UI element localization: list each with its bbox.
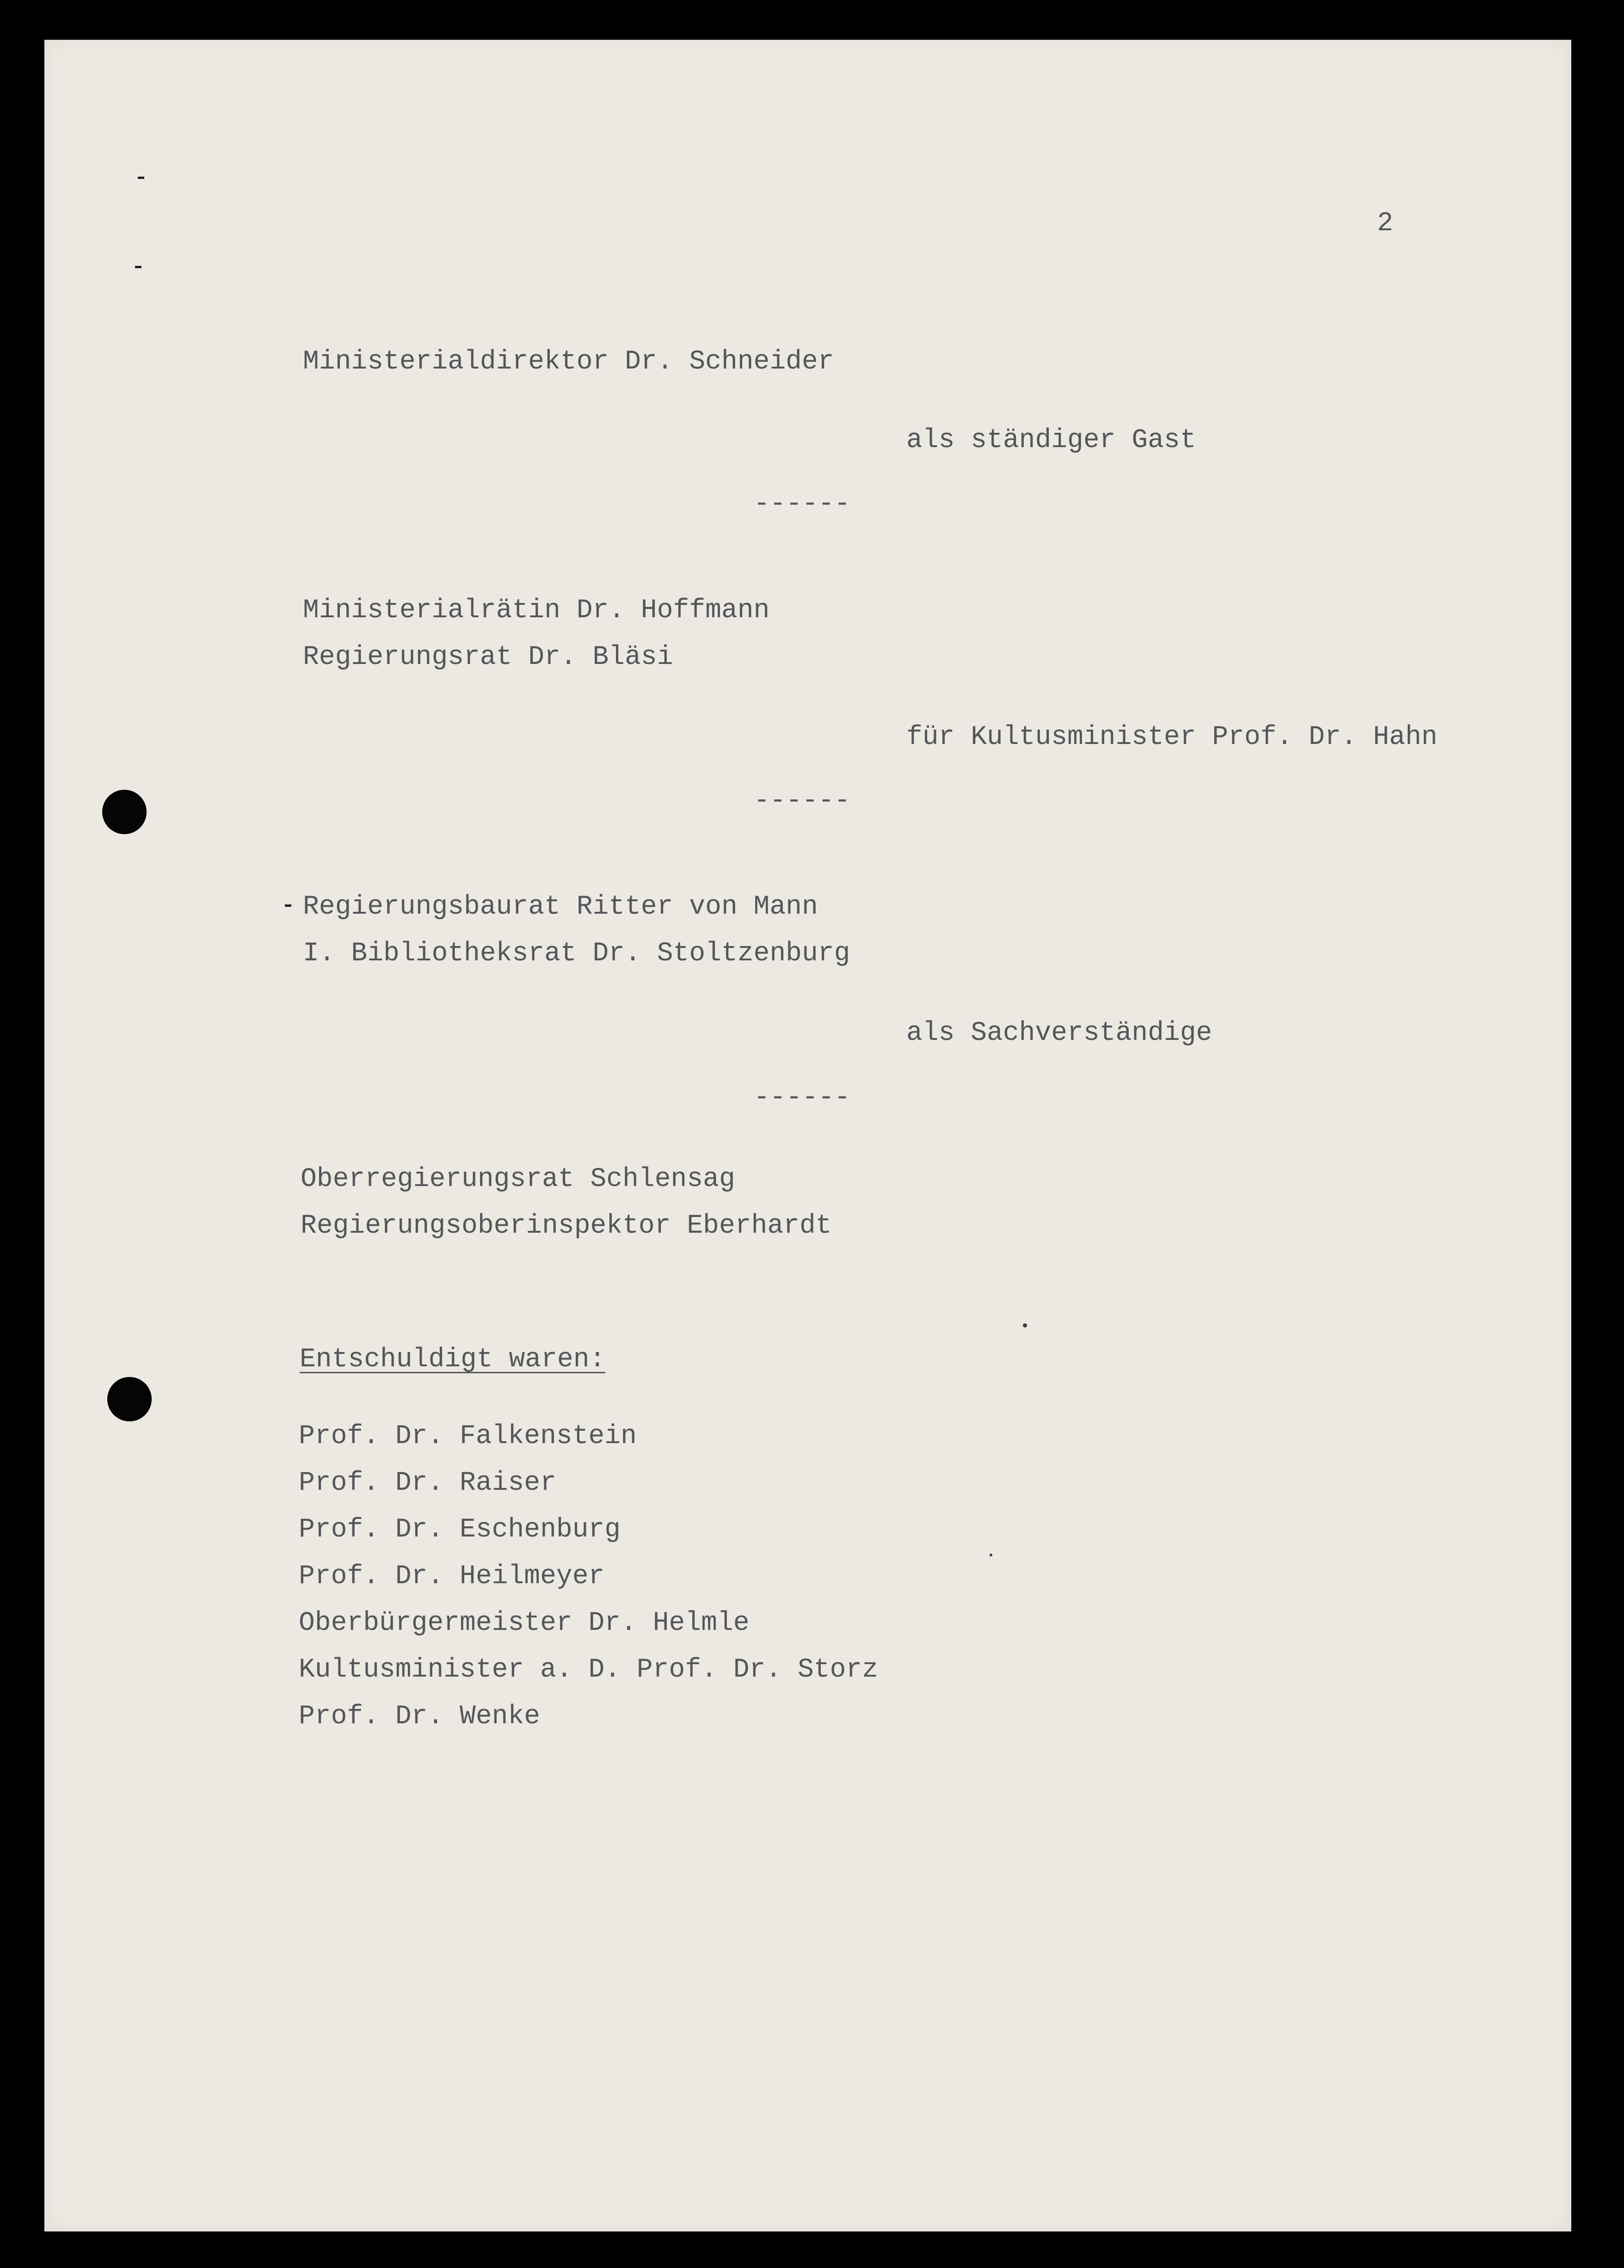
- attendee-role: als Sachverständige: [906, 1018, 1212, 1048]
- margin-mark-second: [135, 266, 141, 268]
- attendee-list: [303, 587, 769, 681]
- paper-speck: [990, 1554, 992, 1556]
- punch-hole-lower: [107, 1377, 152, 1421]
- punch-hole-upper: [102, 790, 147, 834]
- section-separator: ------: [754, 786, 850, 816]
- page-number: 2: [1377, 209, 1393, 239]
- section-separator: ------: [754, 489, 850, 519]
- attendee-role: als ständiger Gast: [906, 425, 1196, 455]
- excused-name: Oberbürgermeister Dr. Helmle: [299, 1608, 750, 1638]
- section-separator: ------: [754, 1083, 850, 1113]
- attendee-role: für Kultusminister Prof. Dr. Hahn: [906, 722, 1438, 752]
- attendee-list: [303, 884, 850, 977]
- excused-name: Prof. Dr. Wenke: [299, 1702, 541, 1732]
- margin-mark-third: [285, 904, 291, 907]
- attendee-name: Ministerialrätin Dr. Hoffmann: [303, 596, 770, 626]
- attendee-name: I. Bibliotheksrat Dr. Stoltzenburg: [303, 939, 850, 969]
- attendee-name: Oberregierungsrat Schlensag: [301, 1164, 735, 1194]
- excused-name: Prof. Dr. Falkenstein: [299, 1421, 637, 1451]
- margin-mark-top: [138, 177, 144, 179]
- attendee-list: [301, 1156, 832, 1249]
- paper-speck: [1023, 1323, 1027, 1328]
- excused-name: Kultusminister a. D. Prof. Dr. Storz: [299, 1655, 879, 1685]
- excused-list: [299, 1413, 878, 1740]
- attendee-name: Ministerialdirektor Dr. Schneider: [303, 347, 834, 377]
- attendee-name: Regierungsoberinspektor Eberhardt: [301, 1211, 832, 1241]
- excused-name: Prof. Dr. Eschenburg: [299, 1515, 621, 1545]
- excused-name: Prof. Dr. Heilmeyer: [299, 1561, 605, 1592]
- attendee-name: Regierungsrat Dr. Bläsi: [303, 642, 673, 672]
- excused-name: Prof. Dr. Raiser: [299, 1468, 556, 1498]
- excused-heading: Entschuldigt waren:: [300, 1345, 606, 1375]
- attendee-name: Regierungsbaurat Ritter von Mann: [303, 892, 818, 922]
